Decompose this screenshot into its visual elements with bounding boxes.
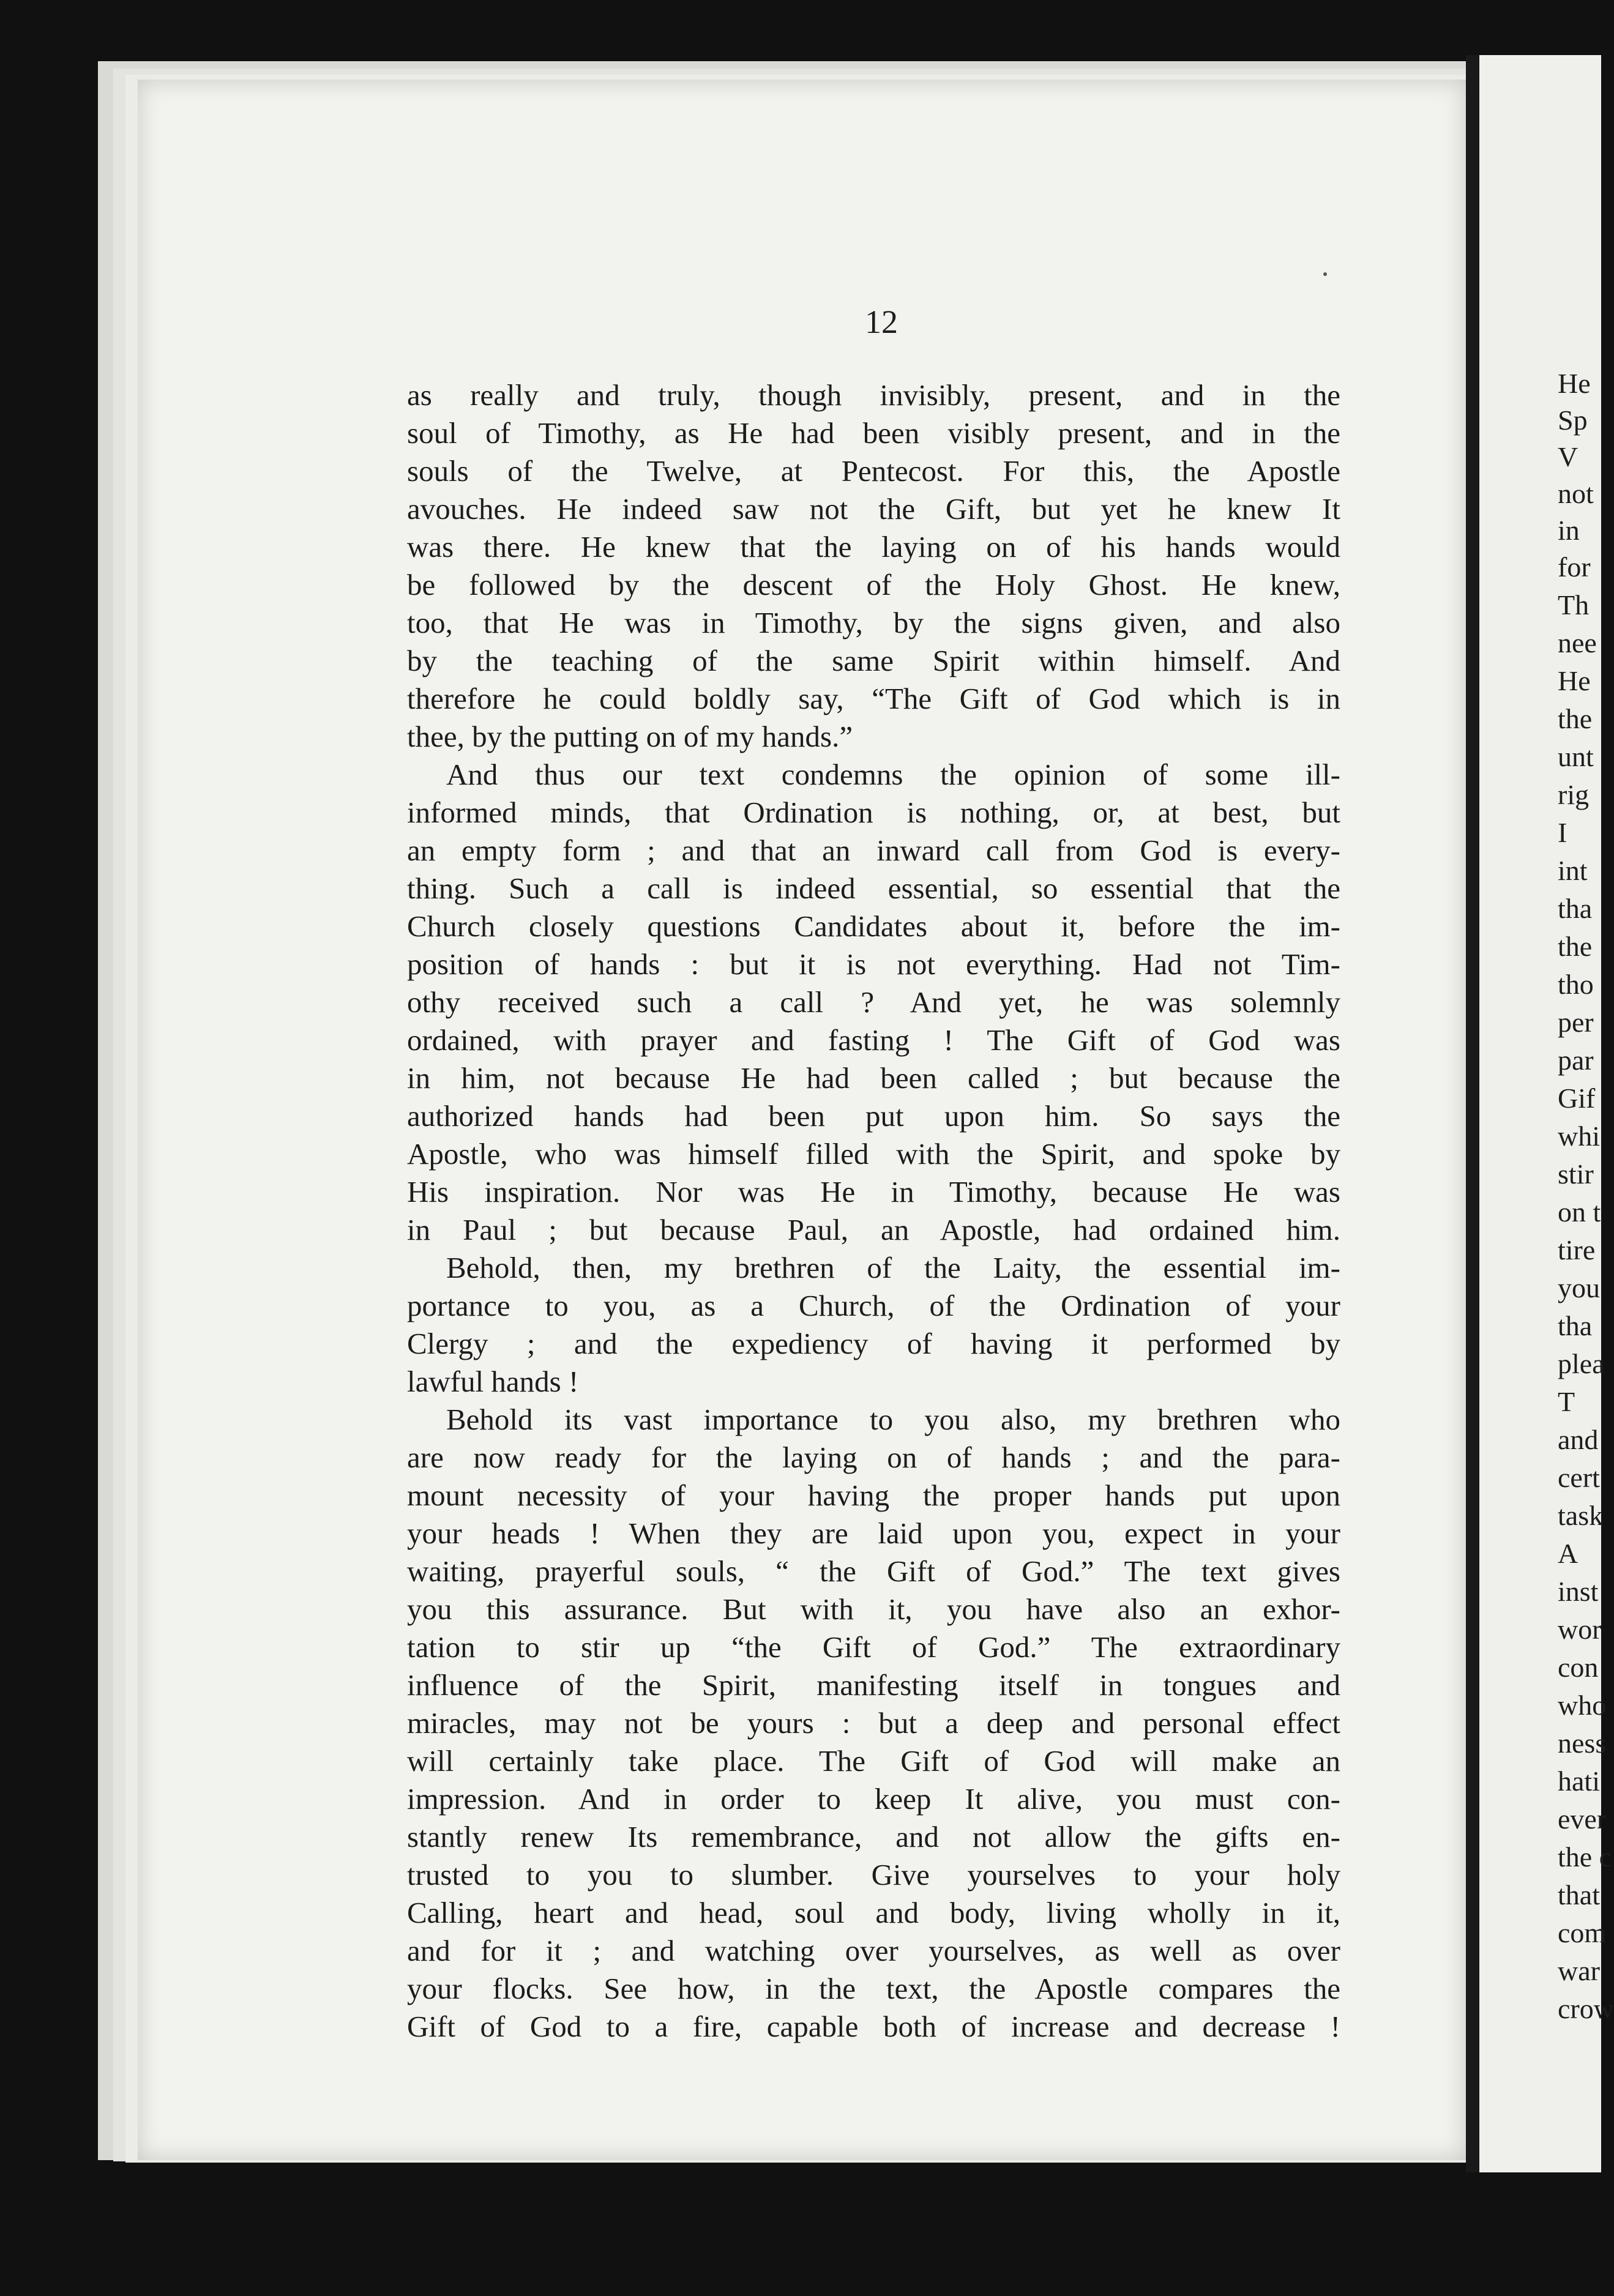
facing-page-fragment: tha — [1558, 893, 1593, 924]
facing-page-fragment: crow — [1558, 1993, 1614, 2024]
text-line: you this assurance. But with it, you have also an exhor- — [407, 1592, 1340, 1626]
facing-page-fragment: nee — [1558, 627, 1597, 658]
text-line: impression. And in order to keep It alive, you must con- — [407, 1782, 1340, 1816]
facing-page-fragment: you — [1558, 1272, 1600, 1303]
text-line: waiting, prayerful souls, “ the Gift of God.” The text gives — [407, 1554, 1340, 1588]
facing-page-fragment: unt — [1558, 741, 1594, 772]
ink-speck — [1323, 272, 1327, 276]
text-line: was there. He knew that the laying on of his hands would — [407, 530, 1340, 564]
text-line: influence of the Spirit, manifesting itself in tongues and — [407, 1668, 1340, 1702]
facing-page-fragment: He — [1558, 368, 1591, 399]
facing-page-fragment: V — [1558, 441, 1579, 472]
text-line: Behold its vast importance to you also, my brethren who — [446, 1403, 1340, 1436]
facing-page-fragment: for — [1558, 551, 1591, 583]
text-line: authorized hands had been put upon him. So says the — [407, 1099, 1340, 1133]
text-line: And thus our text condemns the opinion of some ill- — [446, 758, 1340, 791]
facing-page-fragment: ever — [1558, 1803, 1607, 1835]
text-line: portance to you, as a Church, of the Ordination of your — [407, 1289, 1340, 1322]
body-text — [407, 376, 1340, 2046]
text-line: as really and truly, though invisibly, present, and in the — [407, 378, 1340, 412]
facing-page-fragment: on t — [1558, 1196, 1601, 1228]
facing-page-fragment: cert — [1558, 1462, 1600, 1493]
text-line: your flocks. See how, in the text, the Apostle compares the — [407, 1972, 1340, 2005]
text-line: ordained, with prayer and fasting ! The Gift of God was — [407, 1023, 1340, 1057]
facing-page-fragment: plea — [1558, 1348, 1605, 1379]
text-line: in Paul ; but because Paul, an Apostle, had ordained him. — [407, 1213, 1340, 1247]
facing-page-edge — [1479, 55, 1614, 2172]
facing-page-fragment: and — [1558, 1424, 1599, 1455]
text-line: informed minds, that Ordination is nothing, or, at best, but — [407, 796, 1340, 829]
text-line: position of hands : but it is not everything. Had not Tim- — [407, 947, 1340, 981]
text-line: an empty form ; and that an inward call from God is every- — [407, 833, 1340, 867]
text-line: trusted to you to slumber. Give yourselves to your holy — [407, 1858, 1340, 1892]
text-line: Clergy ; and the expediency of having it performed by — [407, 1327, 1340, 1360]
facing-page-fragment: I — [1558, 817, 1567, 848]
text-line: tation to stir up “the Gift of God.” The extraordinary — [407, 1630, 1340, 1664]
facing-page-fragment: ness — [1558, 1728, 1607, 1759]
text-line: Gift of God to a fire, capable both of increase and decrease ! — [407, 2010, 1340, 2043]
page-number: 12 — [865, 304, 898, 340]
facing-page-fragment: wor — [1558, 1614, 1602, 1645]
facing-page-fragment: Th — [1558, 589, 1590, 621]
facing-page-fragment: the c — [1558, 1841, 1612, 1873]
text-line: will certainly take place. The Gift of God will make an — [407, 1744, 1340, 1778]
text-line: othy received such a call ? And yet, he was solemnly — [407, 985, 1340, 1019]
facing-page-fragment: the — [1558, 703, 1593, 734]
text-line: stantly renew Its remembrance, and not allow the gifts en- — [407, 1820, 1340, 1854]
facing-page-fragment: per — [1558, 1007, 1594, 1038]
facing-page-fragment: who — [1558, 1690, 1607, 1721]
text-line: lawful hands ! — [407, 1365, 579, 1398]
facing-page-fragment: whi — [1558, 1120, 1600, 1152]
facing-page-fragment: inst — [1558, 1576, 1599, 1607]
text-line: by the teaching of the same Spirit within himself. And — [407, 644, 1340, 677]
facing-page-fragment: war — [1558, 1955, 1600, 1986]
facing-page-fragment: task — [1558, 1500, 1604, 1531]
facing-page-fragment: in — [1558, 515, 1580, 546]
text-line: and for it ; and watching over yourselves, as well as over — [407, 1934, 1340, 1967]
text-line: soul of Timothy, as He had been visibly present, and in the — [407, 416, 1340, 450]
facing-page-fragment: par — [1558, 1045, 1594, 1076]
facing-page-fragment: T — [1558, 1386, 1575, 1417]
facing-page-fragment: rig — [1558, 779, 1590, 810]
facing-page-fragment: hati — [1558, 1765, 1600, 1797]
text-line: are now ready for the laying on of hands ; and the para- — [407, 1441, 1340, 1474]
facing-page-fragment: com — [1558, 1917, 1607, 1948]
text-line: avouches. He indeed saw not the Gift, but yet he knew It — [407, 492, 1340, 526]
text-line: Church closely questions Candidates about it, before the im- — [407, 909, 1340, 943]
text-line: Behold, then, my brethren of the Laity, the essential im- — [446, 1251, 1340, 1284]
facing-page-fragment: int — [1558, 855, 1588, 886]
text-line: His inspiration. Nor was He in Timothy, because He was — [407, 1175, 1340, 1209]
text-line: be followed by the descent of the Holy Ghost. He knew, — [407, 568, 1340, 602]
book-gutter — [1466, 55, 1479, 2172]
facing-page-fragment: tho — [1558, 969, 1594, 1000]
facing-page-fragment: the — [1558, 931, 1593, 962]
facing-page-fragment: that — [1558, 1879, 1600, 1910]
text-line: Apostle, who was himself filled with the Spirit, and spoke by — [407, 1137, 1340, 1171]
facing-page-fragment: He — [1558, 665, 1591, 696]
text-line: too, that He was in Timothy, by the signs given, and also — [407, 606, 1340, 639]
facing-page-fragment: Gif — [1558, 1083, 1596, 1114]
text-line: in him, not because He had been called ; but because the — [407, 1061, 1340, 1095]
facing-page-fragment: tha — [1558, 1310, 1593, 1341]
text-line: miracles, may not be yours : but a deep and personal effect — [407, 1706, 1340, 1740]
text-line: thee, by the putting on of my hands.” — [407, 720, 853, 753]
text-line: Calling, heart and head, soul and body, living wholly in it, — [407, 1896, 1340, 1929]
facing-page-fragment: con — [1558, 1652, 1599, 1683]
text-line: mount necessity of your having the proper hands put upon — [407, 1478, 1340, 1512]
text-line: your heads ! When they are laid upon you, expect in your — [407, 1516, 1340, 1550]
facing-page-fragment: Sp — [1558, 404, 1588, 436]
facing-page-fragment: not — [1558, 478, 1594, 509]
facing-page-fragment: A — [1558, 1538, 1579, 1569]
facing-page-fragment: tire — [1558, 1234, 1596, 1265]
text-line: thing. Such a call is indeed essential, so essential that the — [407, 871, 1340, 905]
text-line: therefore he could boldly say, “The Gift of God which is in — [407, 682, 1340, 715]
text-line: souls of the Twelve, at Pentecost. For this, the Apostle — [407, 454, 1340, 488]
facing-page-fragment: stir — [1558, 1158, 1594, 1190]
